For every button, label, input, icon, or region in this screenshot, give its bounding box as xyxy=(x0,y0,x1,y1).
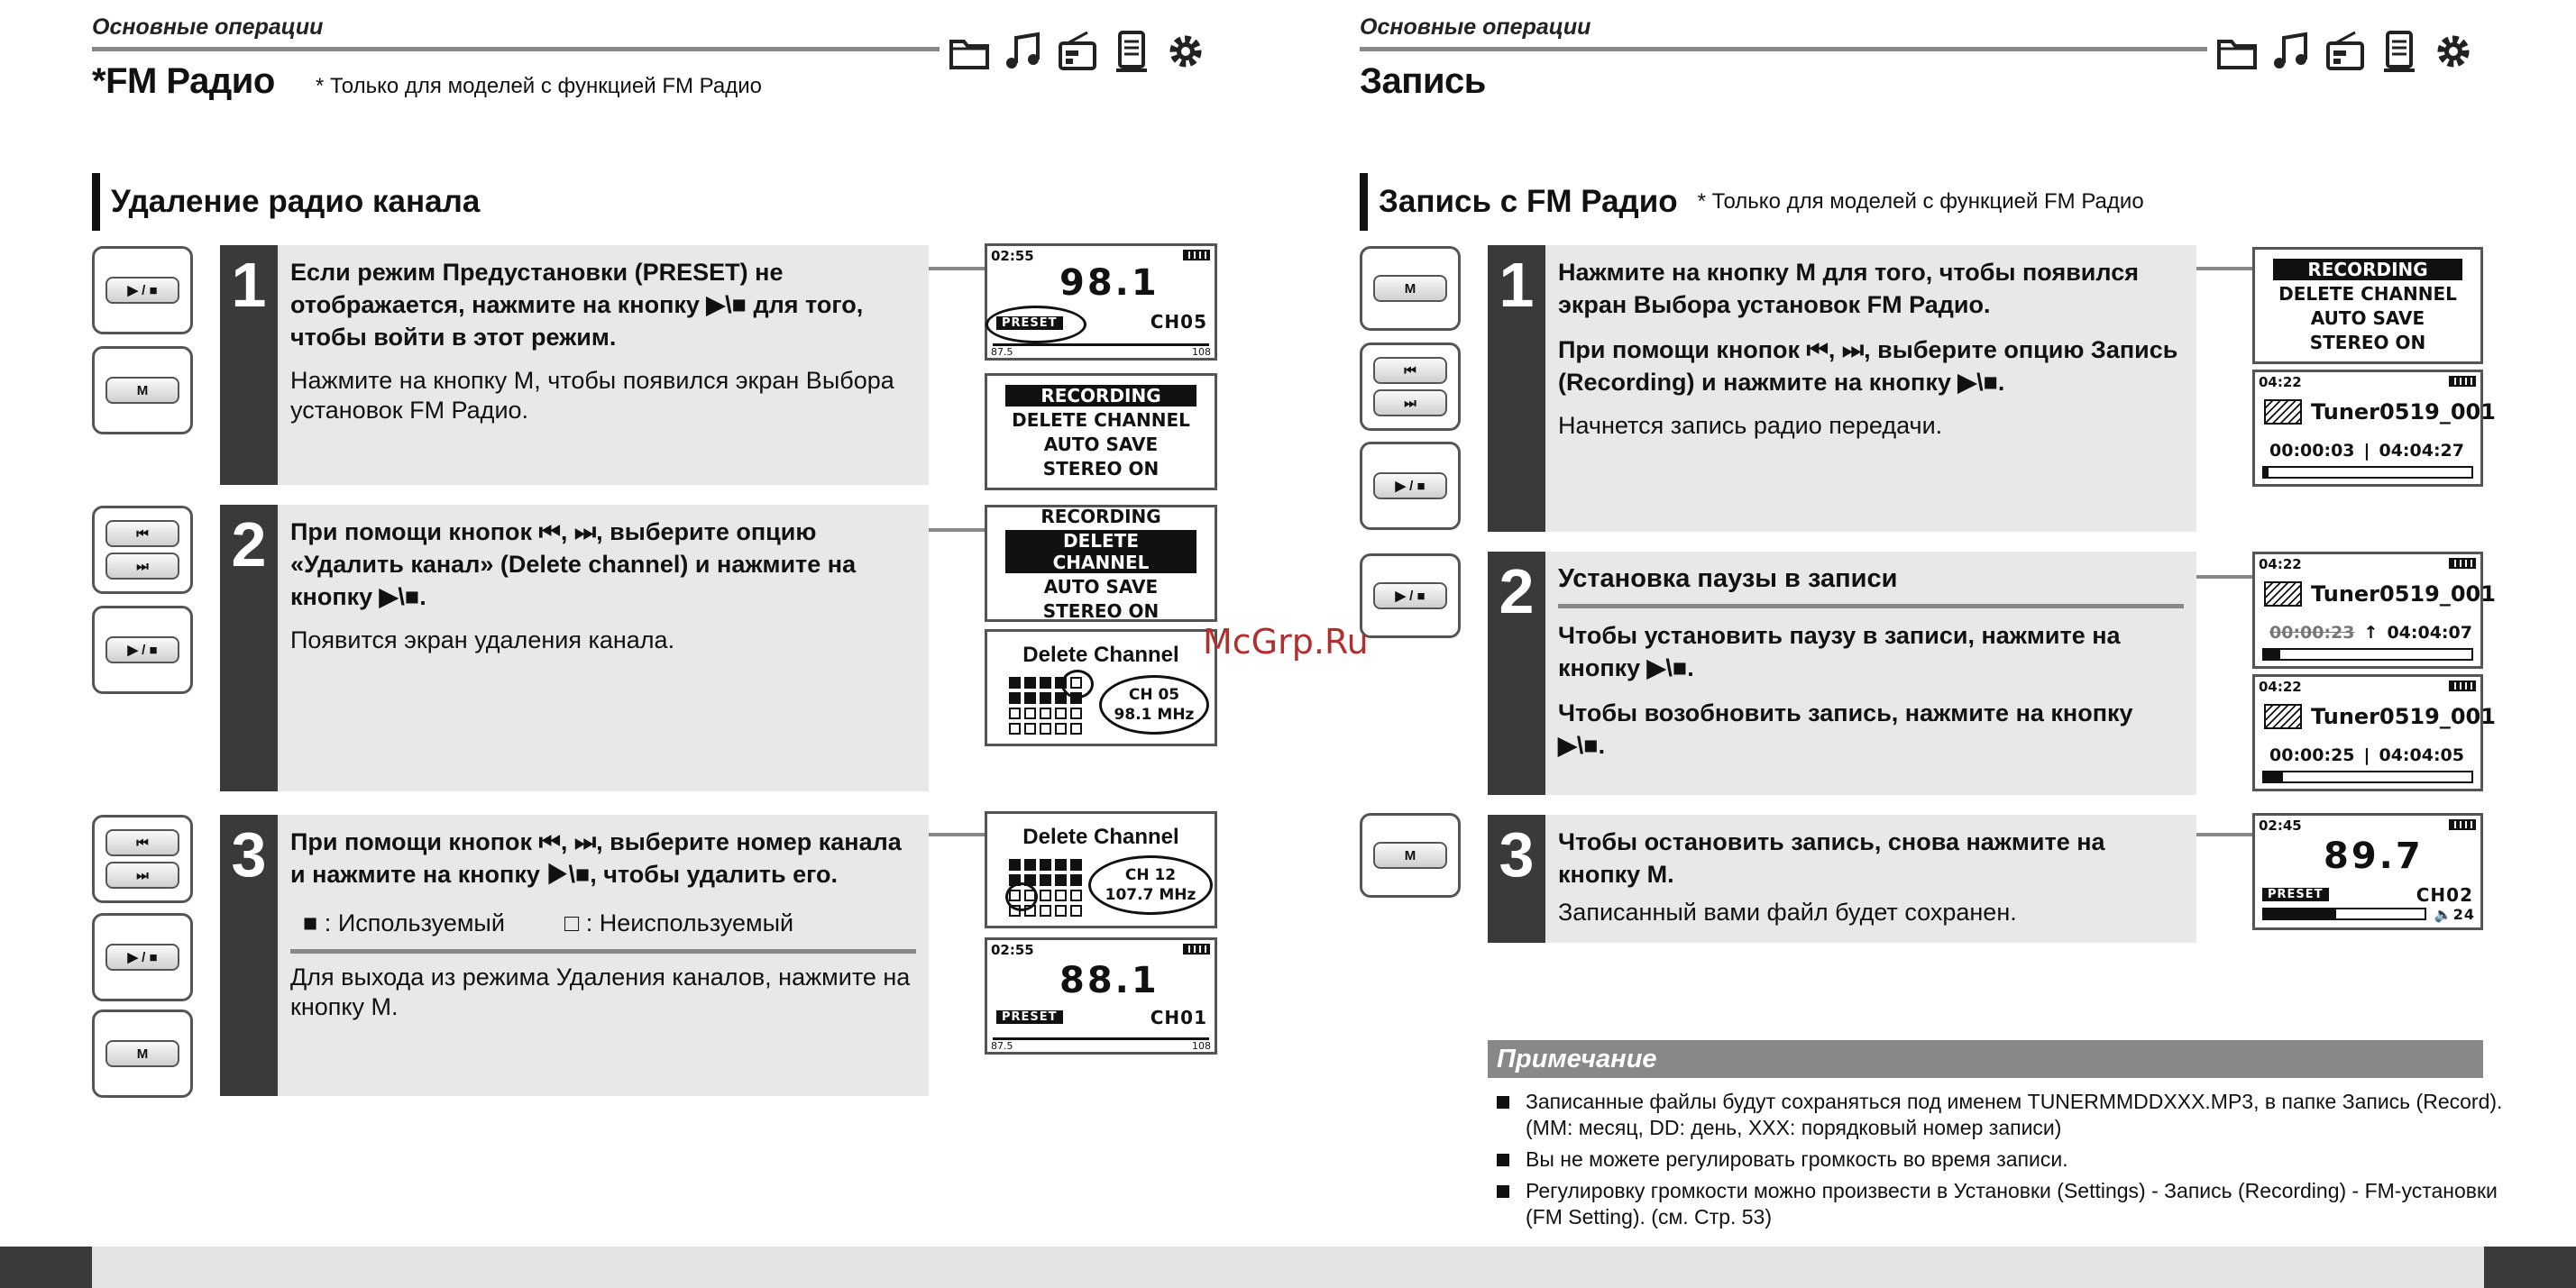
recording-icon xyxy=(2264,399,2302,425)
play-stop-button[interactable]: ▶ / ■ xyxy=(1373,582,1447,609)
prev-button[interactable]: ⏮ xyxy=(105,829,179,856)
menu-item[interactable]: DELETE CHANNEL xyxy=(2278,282,2457,305)
step-number: 3 xyxy=(1488,815,1545,943)
menu-item[interactable]: DELETE CHANNEL xyxy=(1012,408,1190,431)
preset-badge: PRESET xyxy=(996,1010,1063,1024)
menu-item[interactable]: STEREO ON xyxy=(1042,457,1160,480)
step-number: 1 xyxy=(220,245,278,485)
step-number: 2 xyxy=(1488,552,1545,795)
total-time: 04:04:05 xyxy=(2379,745,2465,765)
battery-icon xyxy=(2449,819,2476,830)
folder-icon[interactable] xyxy=(947,29,992,74)
menu-button-box[interactable] xyxy=(92,1009,193,1098)
step-number: 2 xyxy=(220,505,278,791)
channel-info-bubble xyxy=(1099,675,1209,735)
menu-button[interactable]: M xyxy=(1373,842,1447,869)
step-2 xyxy=(220,505,929,791)
menu-item[interactable]: RECORDING xyxy=(1005,385,1196,406)
menu-item[interactable]: DELETE CHANNEL xyxy=(1005,530,1196,573)
step-1 xyxy=(1488,245,2196,532)
subheading-left xyxy=(92,173,480,231)
menu-item[interactable]: STEREO ON xyxy=(1042,599,1160,622)
subheading-title: Запись с FM Радио xyxy=(1379,184,1678,219)
radio-icon[interactable] xyxy=(2323,29,2368,74)
subheading-title: Удаление радио канала xyxy=(111,184,481,219)
channel-info-bubble xyxy=(1088,855,1213,915)
next-button[interactable]: ⏭ xyxy=(1373,389,1447,416)
delete-channel-title: Delete Channel xyxy=(1022,825,1179,849)
step-detail: Записанный вами файл будет сохранен. xyxy=(1558,899,2017,926)
battery-icon xyxy=(2449,681,2476,691)
channel-display: CH05 xyxy=(1150,311,1207,333)
nav-buttons-box[interactable] xyxy=(1360,343,1461,431)
volume-bar xyxy=(2262,908,2426,920)
gear-icon[interactable] xyxy=(2431,29,2476,74)
document-icon[interactable] xyxy=(2377,29,2422,74)
menu-item[interactable]: AUTO SAVE xyxy=(2310,306,2425,329)
note-header: Примечание xyxy=(1488,1040,2483,1078)
time-display: 04:22 xyxy=(2259,374,2302,390)
total-time: 04:04:07 xyxy=(2387,623,2472,643)
menu-item[interactable]: AUTO SAVE xyxy=(1043,575,1159,598)
menu-button-box[interactable] xyxy=(92,346,193,434)
recording-progress xyxy=(2262,771,2473,783)
nav-buttons-box[interactable] xyxy=(92,506,193,594)
scale-min: 87.5 xyxy=(991,1040,1013,1052)
channel-frequency: 107.7 MHz xyxy=(1105,886,1196,904)
lcd-delete-channel xyxy=(985,811,1217,928)
section-label-right: Основные операции xyxy=(1360,14,1591,40)
connector-line xyxy=(2196,833,2252,836)
battery-icon xyxy=(1183,944,1210,955)
time-display: 04:22 xyxy=(2259,679,2302,695)
elapsed-time: 00:00:25 xyxy=(2269,745,2355,765)
lcd-menu xyxy=(985,373,1217,490)
play-button-box[interactable] xyxy=(92,913,193,1001)
divider xyxy=(290,949,916,954)
menu-item[interactable]: AUTO SAVE xyxy=(1043,433,1159,455)
play-stop-button[interactable]: ▶ / ■ xyxy=(1373,472,1447,499)
file-name: Tuner0519_001 xyxy=(2311,704,2496,729)
volume-level: 🔈24 xyxy=(2434,906,2475,923)
time-display: 02:55 xyxy=(991,942,1034,958)
time-display: 02:45 xyxy=(2259,818,2302,834)
battery-icon xyxy=(1183,250,1210,260)
play-button-box[interactable] xyxy=(92,606,193,694)
step-heading: Установка паузы в записи xyxy=(1558,564,1898,593)
battery-icon xyxy=(2449,376,2476,387)
connector-line xyxy=(2196,267,2252,270)
music-note-icon[interactable] xyxy=(1001,29,1046,74)
header-rule-left xyxy=(92,47,940,51)
step-instruction: Чтобы установить паузу в записи, нажмите на кнопку ▶\■. xyxy=(1558,622,2121,681)
tuning-scale xyxy=(993,1037,1209,1040)
legend-unused: □ : Неиспользуемый xyxy=(564,909,794,936)
menu-item[interactable]: RECORDING xyxy=(1040,505,1161,527)
channel-frequency: 98.1 MHz xyxy=(1114,706,1195,724)
step-number: 3 xyxy=(220,815,278,1096)
watermark: McGrp.Ru xyxy=(1203,622,1369,662)
menu-button[interactable]: M xyxy=(105,1040,179,1067)
scale-min: 87.5 xyxy=(991,346,1013,358)
recording-progress xyxy=(2262,648,2473,661)
nav-buttons-box[interactable] xyxy=(92,815,193,903)
radio-icon[interactable] xyxy=(1055,29,1100,74)
title-note-left: * Только для моделей с функцией FM Радио xyxy=(316,74,762,98)
step-2 xyxy=(1488,552,2196,795)
step-instruction: Если режим Предустановки (PRESET) не отображается, нажмите на кнопку ▶\■ для того, чтобы войти в этот режим. xyxy=(290,259,864,351)
lcd-menu xyxy=(985,505,1217,622)
channel-display: CH02 xyxy=(2416,884,2473,906)
preset-badge: PRESET xyxy=(2262,888,2329,901)
menu-button[interactable]: M xyxy=(105,377,179,404)
file-name: Tuner0519_001 xyxy=(2311,399,2496,425)
lcd-fm-screen xyxy=(2252,813,2483,930)
elapsed-time-blinking: 00:00:23 xyxy=(2269,623,2355,643)
selected-channel-circle xyxy=(1061,670,1094,699)
footer-corner-right xyxy=(2484,1247,2576,1288)
step-instruction: При помощи кнопок ⏮, ⏭, выберите номер канала и нажмите на кнопку ▶\■, чтобы удалить его. xyxy=(290,828,902,888)
step-3 xyxy=(1488,815,2196,943)
frequency-display: 88.1 xyxy=(1059,960,1160,1001)
delete-channel-title: Delete Channel xyxy=(1022,643,1179,667)
connector-line xyxy=(929,267,985,270)
footer-corner-left xyxy=(0,1247,92,1288)
lcd-recording-paused: 04:22 Tuner0519_001 00:00:23 ↑ 04:04:07 xyxy=(2252,552,2483,669)
time-display: 04:22 xyxy=(2259,556,2302,572)
note-item: Вы не можете регулировать громкость во время записи. xyxy=(1495,1146,2514,1173)
tuning-scale xyxy=(993,343,1209,346)
channel-number: CH 05 xyxy=(1128,686,1180,704)
lcd-delete-channel xyxy=(985,629,1217,746)
legend-used: ■ : Используемый xyxy=(303,909,505,936)
connector-line xyxy=(929,528,985,532)
lcd-fm-screen xyxy=(985,243,1217,361)
document-icon[interactable] xyxy=(1109,29,1154,74)
play-button-box[interactable] xyxy=(1360,553,1461,638)
page-title-left: *FM Радио xyxy=(92,61,275,101)
recording-progress xyxy=(2262,466,2473,479)
step-instruction: Нажмите на кнопку M для того, чтобы появился экран Выбора установок FM Радио. xyxy=(1558,259,2139,318)
note-item: Регулировку громкости можно произвести в Установки (Settings) - Запись (Recording) - FM-установки (FM Setting). (см. Стр. 53) xyxy=(1495,1178,2514,1230)
step-3 xyxy=(220,815,929,1096)
scale-max: 108 xyxy=(1192,1040,1211,1052)
play-stop-button[interactable]: ▶ / ■ xyxy=(105,636,179,663)
play-stop-button[interactable]: ▶ / ■ xyxy=(105,277,179,304)
selected-channel-circle xyxy=(1005,882,1038,911)
step-instruction: При помощи кнопок ⏮, ⏭, выберите опцию «Удалить канал» (Delete channel) и нажмите на кнопку ▶\■. xyxy=(290,518,857,610)
menu-button-box[interactable] xyxy=(1360,813,1461,898)
frequency-display: 89.7 xyxy=(2324,836,2424,877)
preset-badge: PRESET xyxy=(996,316,1063,330)
file-name: Tuner0519_001 xyxy=(2311,581,2496,607)
battery-icon xyxy=(2449,558,2476,569)
channel-display: CH01 xyxy=(1150,1007,1207,1028)
total-time: 04:04:27 xyxy=(2379,441,2465,461)
section-label-left: Основные операции xyxy=(92,14,324,40)
lcd-recording: 04:22 Tuner0519_001 00:00:03 | 04:04:27 xyxy=(2252,370,2483,487)
step-1 xyxy=(220,245,929,485)
connector-line xyxy=(929,833,985,836)
footer-bar xyxy=(0,1247,2576,1288)
subheading-right xyxy=(1360,173,2144,231)
step-detail: Появится экран удаления канала. xyxy=(290,626,675,653)
menu-button-box[interactable] xyxy=(1360,246,1461,331)
step-detail: Начнется запись радио передачи. xyxy=(1558,412,1943,439)
recording-icon xyxy=(2264,581,2302,607)
highlight-circle xyxy=(985,306,1086,343)
note-item: Записанные файлы будут сохраняться под именем TUNERMMDDXXX.MP3, в папке Запись (Record). (MM: месяц, DD: день, XXX: порядковый номер записи) xyxy=(1495,1089,2514,1141)
divider xyxy=(1558,604,2184,608)
play-button-box[interactable] xyxy=(92,246,193,334)
notes-list xyxy=(1495,1089,2514,1236)
scale-max: 108 xyxy=(1192,346,1211,358)
step-number: 1 xyxy=(1488,245,1545,532)
prev-button[interactable]: ⏮ xyxy=(105,520,179,547)
elapsed-time: 00:00:03 xyxy=(2269,441,2355,461)
next-button[interactable]: ⏭ xyxy=(105,862,179,889)
step-detail: Для выхода из режима Удаления каналов, нажмите на кнопку M. xyxy=(290,964,911,1020)
menu-button[interactable]: M xyxy=(1373,275,1447,302)
recording-icon xyxy=(2264,704,2302,729)
folder-icon[interactable] xyxy=(2214,29,2260,74)
music-note-icon[interactable] xyxy=(2269,29,2314,74)
step-detail: Нажмите на кнопку M, чтобы появился экран Выбора установок FM Радио. xyxy=(290,367,894,424)
lcd-menu xyxy=(2252,247,2483,364)
lcd-recording: 04:22 Tuner0519_001 00:00:25 | 04:04:05 xyxy=(2252,674,2483,791)
page-title-right: Запись xyxy=(1360,61,1486,101)
lcd-fm-screen xyxy=(985,937,1217,1055)
gear-icon[interactable] xyxy=(1163,29,1208,74)
play-stop-button[interactable]: ▶ / ■ xyxy=(105,944,179,971)
menu-item[interactable]: RECORDING xyxy=(2273,259,2462,280)
connector-line xyxy=(2196,575,2252,579)
header-rule-right xyxy=(1360,47,2207,51)
step-instruction: Чтобы остановить запись, снова нажмите на кнопку M. xyxy=(1558,828,2105,888)
step-instruction: При помощи кнопок ⏮, ⏭, выберите опцию Запись (Recording) и нажмите на кнопку ▶\■. xyxy=(1558,336,2178,396)
next-button[interactable]: ⏭ xyxy=(105,553,179,580)
step-instruction: Чтобы возобновить запись, нажмите на кнопку ▶\■. xyxy=(1558,699,2133,759)
time-display: 02:55 xyxy=(991,248,1034,264)
subheading-note: * Только для моделей с функцией FM Радио xyxy=(1697,189,2144,214)
play-button-box[interactable] xyxy=(1360,442,1461,530)
frequency-display: 98.1 xyxy=(1059,262,1160,304)
channel-number: CH 12 xyxy=(1124,866,1177,884)
prev-button[interactable]: ⏮ xyxy=(1373,357,1447,384)
menu-item[interactable]: STEREO ON xyxy=(2309,331,2426,353)
